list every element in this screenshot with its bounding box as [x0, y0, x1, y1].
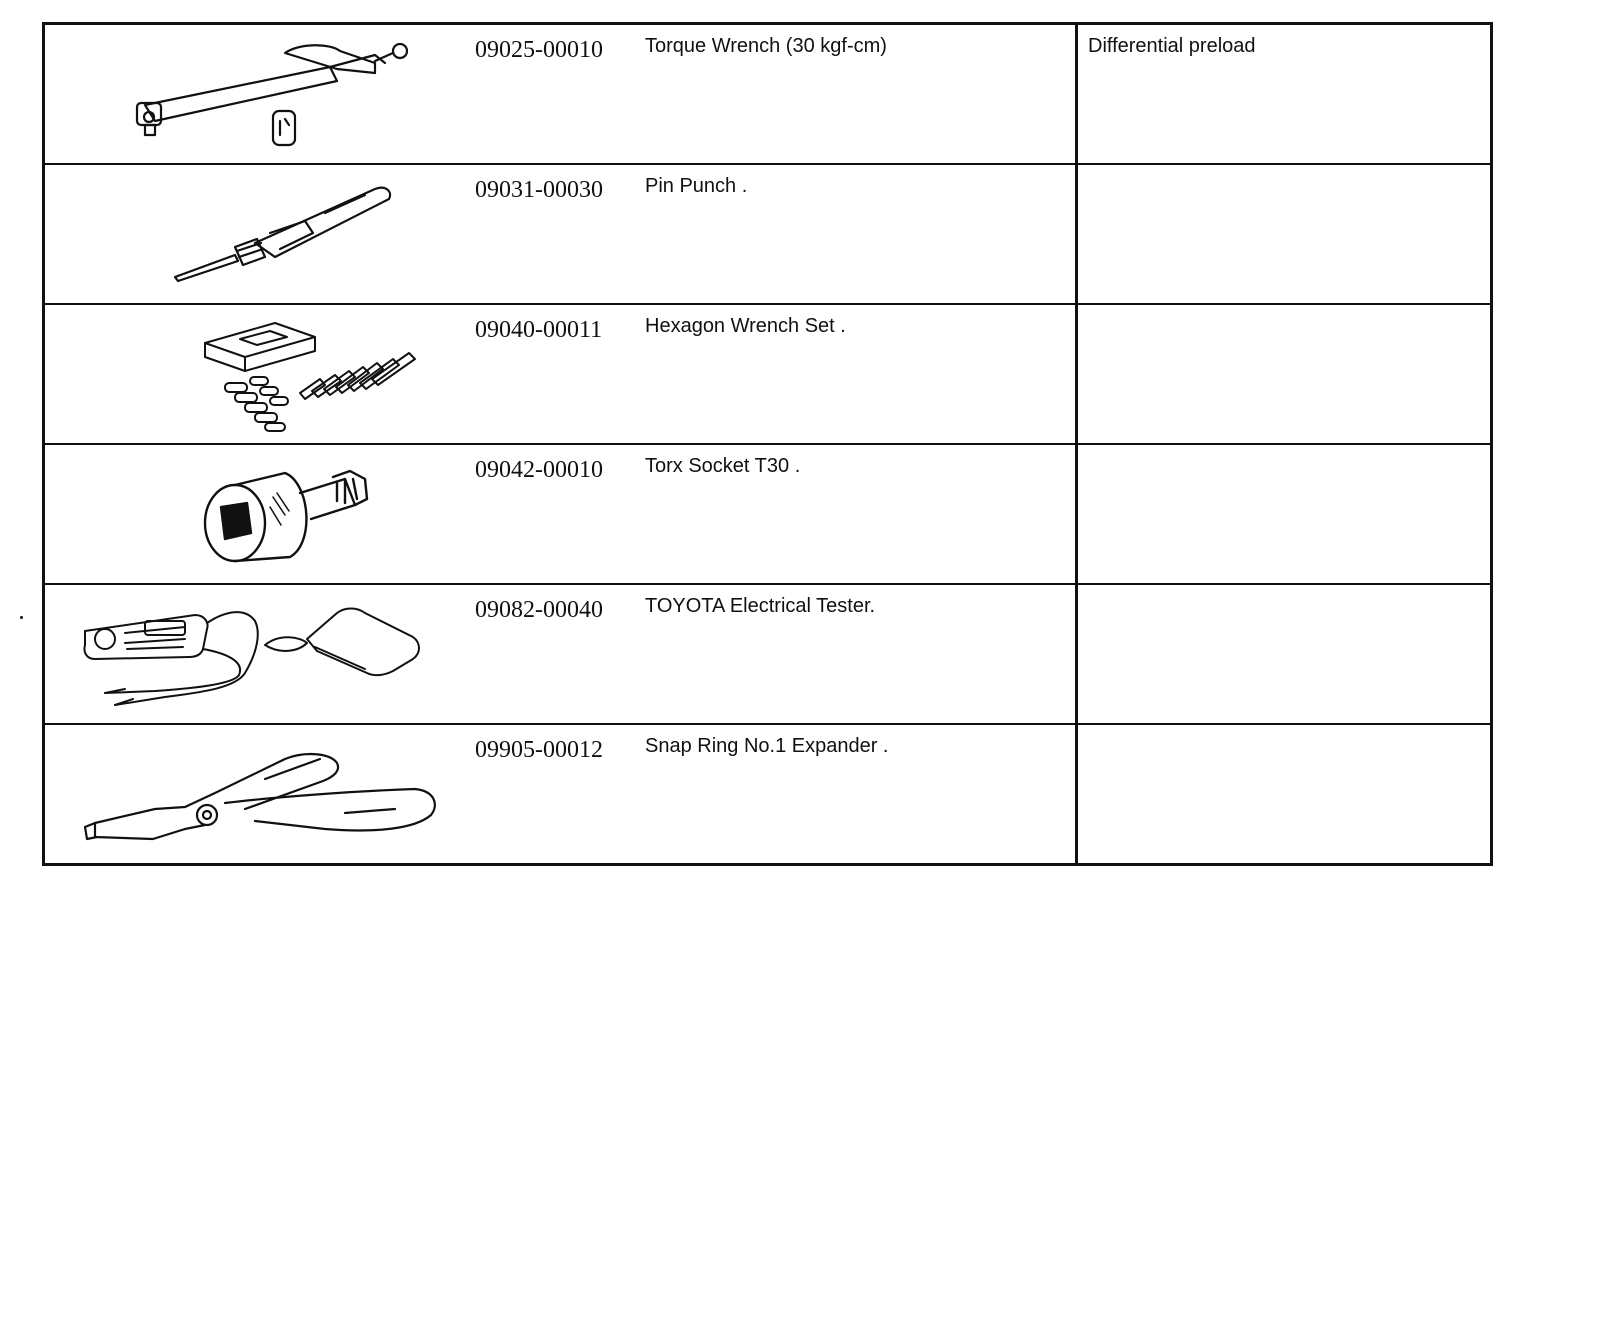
table-row — [44, 304, 1492, 444]
tool-note: Differential preload — [1088, 35, 1256, 57]
tool-cell — [44, 584, 1077, 724]
table-row — [44, 24, 1492, 165]
pin-punch-icon — [75, 173, 445, 297]
torque-wrench-icon — [75, 33, 445, 157]
part-number: 09905-00012 — [475, 737, 603, 763]
part-number: 09040-00011 — [475, 317, 603, 343]
hexagon-wrench-set-icon — [75, 313, 445, 437]
tool-name: Hexagon Wrench Set . — [645, 315, 846, 337]
note-cell — [1077, 24, 1492, 165]
note-cell — [1077, 164, 1492, 304]
tool-cell — [44, 444, 1077, 584]
torx-socket-icon — [75, 453, 445, 577]
tool-cell — [44, 24, 1077, 165]
stray-mark — [20, 616, 23, 619]
part-number: 09031-00030 — [475, 177, 603, 203]
part-number: 09025-00010 — [475, 37, 603, 63]
tool-table — [42, 22, 1493, 866]
note-cell — [1077, 444, 1492, 584]
tool-name: Torx Socket T30 . — [645, 455, 801, 477]
tool-name: Pin Punch . — [645, 175, 748, 197]
tool-cell — [44, 304, 1077, 444]
tool-name: TOYOTA Electrical Tester. — [645, 595, 876, 617]
table-row — [44, 584, 1492, 724]
part-number: 09082-00040 — [475, 597, 603, 623]
note-cell — [1077, 584, 1492, 724]
table-row — [44, 164, 1492, 304]
table-row — [44, 444, 1492, 584]
tool-cell — [44, 164, 1077, 304]
electrical-tester-icon — [75, 593, 445, 717]
part-number: 09042-00010 — [475, 457, 603, 483]
tool-name: Torque Wrench (30 kgf-cm) — [645, 35, 887, 57]
table-row — [44, 724, 1492, 865]
note-cell — [1077, 724, 1492, 865]
tool-name: Snap Ring No.1 Expander . — [645, 735, 889, 757]
note-cell — [1077, 304, 1492, 444]
snap-ring-expander-icon — [75, 733, 445, 857]
tool-cell — [44, 724, 1077, 865]
